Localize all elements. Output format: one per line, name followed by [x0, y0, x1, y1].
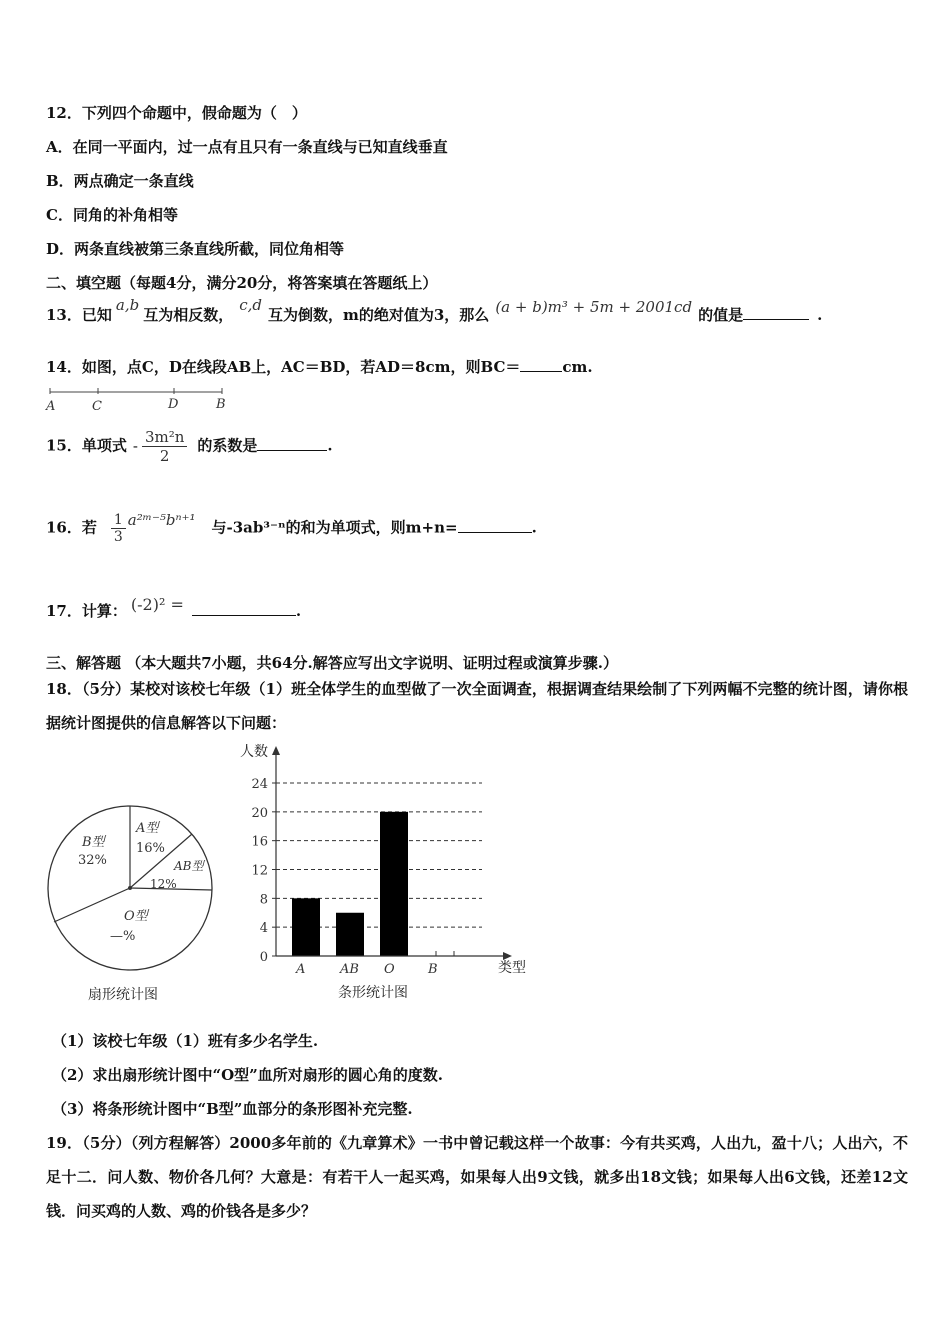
pie-caption: 扇形统计图 [88, 987, 158, 1003]
y-tick-label-4: 4 [259, 921, 268, 937]
y-tick-label-16: 16 [251, 834, 268, 850]
q15-text-1: 15．单项式 [46, 436, 127, 455]
label-c: C [92, 399, 102, 414]
q17 [46, 595, 302, 621]
q15-numerator: 3m²n [144, 428, 185, 446]
y-tick-label-20: 20 [251, 805, 268, 821]
q18-sub-1: （1）该校七年级（1）班有多少名学生. [52, 1032, 319, 1050]
x-label-O: O [384, 962, 395, 977]
q16-text-1: 16．若 [46, 518, 97, 537]
label-b: B [216, 397, 226, 412]
q15-sign: - [132, 436, 138, 455]
pie-pct-a: 16% [136, 841, 165, 856]
q15 [46, 428, 333, 465]
q13-expression: (a + b)m³ + 5m + 2001cd [495, 298, 693, 316]
q12-option-d: D．两条直线被第三条直线所截，同位角相等 [46, 240, 345, 258]
q12-option-b: B．两点确定一条直线 [46, 172, 194, 190]
pie-pct-ab: 12% [150, 877, 177, 891]
q17-expression: (-2)² = [130, 595, 184, 614]
q12-option-c: C．同角的补角相等 [46, 206, 178, 224]
pie-label-a: A型 [136, 821, 159, 836]
pie-label-ab: AB型 [174, 859, 204, 873]
q18-stem: 18．（5分）某校对该校七年级（1）班全体学生的血型做了一次全面调查，根据调查结果绘制了下列两幅不完整的统计图，请你根据统计图提供的信息解答以下问题： [46, 680, 908, 732]
q13-ab: a,b [115, 296, 140, 314]
q16-period: . [531, 518, 537, 537]
q15-period: . [327, 436, 333, 455]
q13-text-3: 互为倒数，m的绝对值为3，那么 [268, 306, 490, 324]
q13-text-4: 的值是 [698, 306, 744, 324]
y-tick-label-0: 0 [259, 950, 268, 965]
bar-O [380, 812, 408, 956]
q13-answer-blank[interactable] [743, 319, 809, 320]
x-label-B: B [428, 962, 438, 977]
label-a: A [46, 399, 56, 414]
q13-text-1: 13．已知 [46, 306, 112, 324]
q19-text: 19．（5分）（列方程解答）2000多年前的《九章算术》一书中曾记载这样一个故事：今有共买鸡，人出九，盈十八；人出六，不足十二．问人数、物价各几何？大意是：有若干人一起买鸡，如果每人出9文钱，就多出18文钱；如果每人出6文钱，还差12文钱．问买鸡的人数、鸡的价钱各是多少？ [46, 1134, 908, 1220]
q15-answer-blank[interactable] [257, 450, 327, 451]
q16-term: a²ᵐ⁻⁵bⁿ⁺¹ [127, 510, 196, 529]
x-label-A: A [296, 962, 306, 977]
q13-period: . [817, 306, 823, 324]
section-2-heading: 二、填空题（每题4分，满分20分，将答案填在答题纸上） [46, 274, 438, 292]
pie-label-b: B型 [82, 835, 105, 850]
q17-period: . [295, 602, 302, 620]
q18-sub-2: （2）求出扇形统计图中“O型”血所对扇形的圆心角的度数. [52, 1066, 443, 1084]
q13 [46, 296, 823, 325]
y-tick-label-8: 8 [259, 892, 268, 908]
q14-segment-figure [40, 386, 240, 416]
bar-xlabel: 类型 [498, 960, 526, 976]
q18-sub-3: （3）将条形统计图中“B型”血部分的条形图补充完整. [52, 1100, 413, 1118]
pie-pct-o: —% [110, 929, 136, 944]
q13-cd: c,d [239, 296, 262, 314]
q16 [46, 512, 537, 545]
x-axis-arrow [503, 952, 512, 960]
q13-text-2: 互为相反数， [143, 306, 234, 324]
q16-denominator: 3 [113, 529, 123, 545]
q12-option-a: A．在同一平面内，过一点有且只有一条直线与已知直线垂直 [46, 138, 448, 156]
pie-label-o: O型 [124, 909, 148, 924]
q16-answer-blank[interactable] [458, 532, 532, 533]
q15-text-2: 的系数是 [197, 436, 258, 455]
pie-chart [44, 800, 220, 980]
q14 [46, 356, 593, 377]
bar-chart [232, 742, 542, 982]
q16-text-2: 与-3ab³⁻ⁿ的和为单项式，则m+n= [211, 518, 458, 537]
bar-caption: 条形统计图 [338, 985, 408, 1001]
q14-answer-blank[interactable] [520, 371, 562, 372]
x-label-AB: AB [340, 962, 359, 977]
q15-denominator: 2 [159, 447, 170, 465]
q17-answer-blank[interactable] [192, 615, 296, 616]
q14-unit: cm. [562, 358, 593, 376]
q15-fraction [142, 428, 187, 465]
q14-text: 14．如图，点C，D在线段AB上，AC＝BD，若AD＝8cm，则BC＝ [46, 358, 521, 376]
bar-marks [292, 812, 408, 956]
q12-stem: 12．下列四个命题中，假命题为（ ） [46, 104, 307, 122]
label-d: D [168, 397, 179, 412]
pie-pct-b: 32% [78, 853, 107, 868]
q17-text: 17．计算： [46, 602, 127, 620]
bar-A [292, 898, 320, 956]
q16-numerator: 1 [113, 512, 123, 528]
bar-ylabel: 人数 [240, 744, 268, 760]
pie-center [128, 886, 132, 890]
section-3-heading: 三、解答题 （本大题共7小题，共64分.解答应写出文字说明、证明过程或演算步骤.） [46, 654, 618, 672]
q16-fraction [111, 512, 126, 545]
bar-AB [336, 913, 364, 956]
bar-y-ticks [251, 777, 276, 965]
y-tick-label-12: 12 [251, 863, 268, 879]
y-tick-label-24: 24 [251, 777, 268, 792]
y-axis-arrow [272, 746, 280, 755]
